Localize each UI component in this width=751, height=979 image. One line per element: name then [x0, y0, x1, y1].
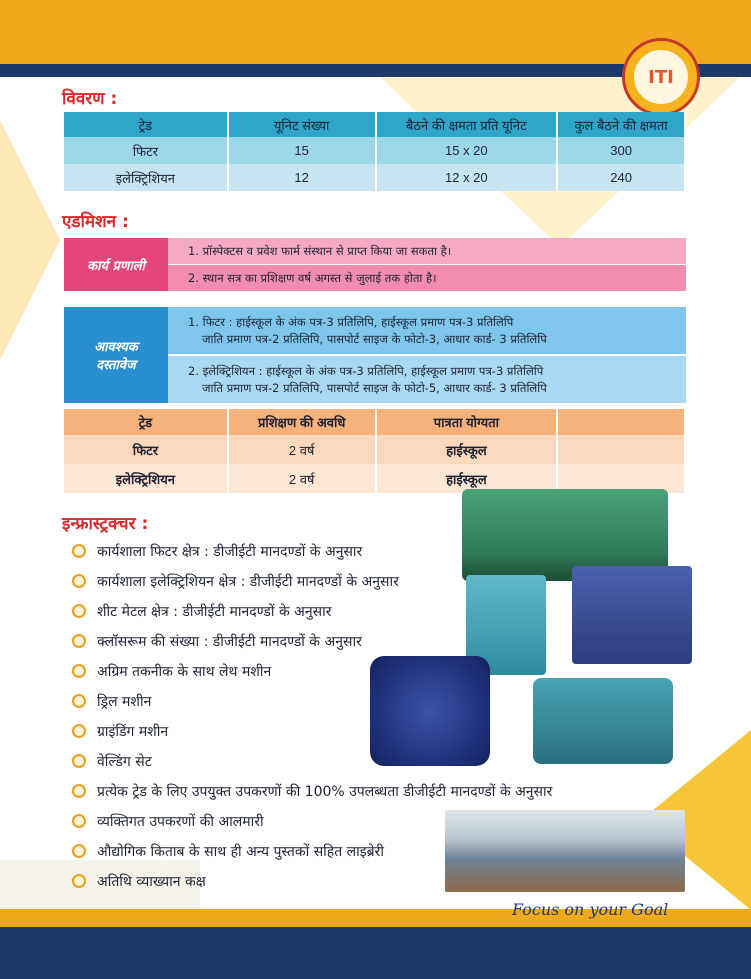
- gear-bullet-icon: [72, 874, 86, 888]
- table-cell: फिटर: [64, 435, 228, 464]
- gear-bullet-icon: [72, 664, 86, 678]
- vivaran-title: विवरण :: [62, 89, 118, 109]
- table-cell: 300: [557, 137, 685, 164]
- procedure-item: [168, 238, 686, 264]
- list-item-text: अग्रिम तकनीक के साथ लेथ मशीन: [97, 663, 272, 680]
- list-item: [72, 716, 552, 746]
- table-cell: हाईस्कूल: [376, 435, 558, 464]
- table-cell: 12 x 20: [376, 164, 558, 191]
- list-item-text: ग्राइंडिंग मशीन: [97, 723, 169, 740]
- gear-bullet-icon: [72, 814, 86, 828]
- table-cell: 12: [228, 164, 376, 191]
- documents-label: [64, 307, 168, 403]
- column-header: यूनिट संख्या: [228, 112, 376, 137]
- documents-item-line1: 1. फिटर : हाईस्कूल के अंक पत्र-3 प्रतिलिपि, हाईस्कूल प्रमाण पत्र-3 प्रतिलिपि: [188, 314, 514, 329]
- gear-bullet-icon: [72, 694, 86, 708]
- list-item-text: वेल्डिंग सेट: [97, 753, 152, 770]
- decorative-triangle-left: [0, 120, 60, 360]
- column-header: बैठने की क्षमता प्रति यूनिट: [376, 112, 558, 137]
- list-item-text: औद्योगिक किताब के साथ ही अन्य पुस्तकों सहित लाइब्रेरी: [97, 843, 384, 860]
- list-item: [72, 596, 552, 626]
- table-cell: 240: [557, 164, 685, 191]
- table-cell: 2 वर्ष: [228, 435, 376, 464]
- gear-bullet-icon: [72, 604, 86, 618]
- gear-bullet-icon: [72, 544, 86, 558]
- list-item-text: अतिथि व्याख्यान कक्ष: [97, 873, 206, 890]
- list-item-text: व्यक्तिगत उपकरणों की आलमारी: [97, 813, 264, 830]
- column-header: ट्रेड: [64, 409, 228, 435]
- table-cell: 15 x 20: [376, 137, 558, 164]
- table-cell: फिटर: [64, 137, 228, 164]
- list-item: [72, 866, 552, 896]
- grinding-machine-image: [533, 678, 673, 764]
- column-header: प्रशिक्षण की अवधि: [228, 409, 376, 435]
- table-header-row: [64, 112, 685, 137]
- list-item-text: कार्यशाला इलेक्ट्रिशियन क्षेत्र : डीजीईटी मानदण्डों के अनुसार: [97, 573, 399, 590]
- gear-bullet-icon: [72, 784, 86, 798]
- list-item: [72, 656, 552, 686]
- table-cell-empty: [557, 435, 685, 464]
- footer-tagline: Focus on your Goal: [512, 900, 669, 919]
- procedure-item-text: 1. प्रॉस्पेक्टस व प्रवेश फार्म संस्थान से प्राप्त किया जा सकता है।: [188, 243, 452, 258]
- table-cell: 2 वर्ष: [228, 464, 376, 493]
- infrastructure-title: इन्फ्रास्ट्रक्चर :: [62, 514, 149, 534]
- documents-item-line1: 2. इलेक्ट्रिशियन : हाईस्कूल के अंक पत्र-3 प्रतिलिपि, हाईस्कूल प्रमाण पत्र-3 प्रतिलिपि: [188, 363, 544, 378]
- procedure-label: कार्य प्रणाली: [64, 238, 168, 291]
- column-header: कुल बैठने की क्षमता: [557, 112, 685, 137]
- procedure-item-text: 2. स्थान सत्र का प्रशिक्षण वर्ष अगस्त से जुलाई तक होता है।: [188, 270, 437, 285]
- table-row: [64, 137, 685, 164]
- list-item: [72, 566, 552, 596]
- list-item-text: ड्रिल मशीन: [97, 693, 152, 710]
- table-header-row: [64, 409, 685, 435]
- gear-bullet-icon: [72, 634, 86, 648]
- lathe-machine-image: [572, 566, 692, 664]
- iti-logo-text: ITI: [634, 50, 688, 104]
- documents-item: [168, 307, 686, 354]
- table-cell: 15: [228, 137, 376, 164]
- list-item: [72, 626, 552, 656]
- footer-navy-band: [0, 927, 751, 979]
- list-item: [72, 836, 552, 866]
- list-item-text: क्लॉसरूम की संख्या : डीजीईटी मानदण्डों के अनुसार: [97, 633, 362, 650]
- eligibility-table: [64, 409, 686, 493]
- gear-bullet-icon: [72, 844, 86, 858]
- list-item: [72, 536, 552, 566]
- table-cell: इलेक्ट्रिशियन: [64, 464, 228, 493]
- column-header: ट्रेड: [64, 112, 228, 137]
- table-cell: हाईस्कूल: [376, 464, 558, 493]
- list-item-text: प्रत्येक ट्रेड के लिए उपयुक्त उपकरणों की 100% उपलब्धता डीजीईटी मानदण्डों के अनुसार: [97, 783, 553, 800]
- documents-label-line1: आवश्यक: [94, 340, 138, 355]
- gear-bullet-icon: [72, 754, 86, 768]
- list-item: [72, 746, 552, 776]
- documents-item-line2: जाति प्रमाण पत्र-2 प्रतिलिपि, पासपोर्ट साइज के फोटो-3, आधार कार्ड- 3 प्रतिलिपि: [202, 331, 547, 346]
- vivaran-table: [64, 112, 686, 191]
- infrastructure-list: [72, 536, 552, 896]
- documents-label-line2: दस्तावेज: [96, 358, 136, 373]
- list-item-text: शीट मेटल क्षेत्र : डीजीईटी मानदण्डों के अनुसार: [97, 603, 332, 620]
- list-item: [72, 806, 552, 836]
- documents-item: [168, 356, 686, 403]
- column-header-empty: [557, 409, 685, 435]
- admission-title: एडमिशन :: [62, 212, 129, 232]
- gear-bullet-icon: [72, 724, 86, 738]
- list-item-text: कार्यशाला फिटर क्षेत्र : डीजीईटी मानदण्डों के अनुसार: [97, 543, 363, 560]
- table-cell: इलेक्ट्रिशियन: [64, 164, 228, 191]
- procedure-item: [168, 265, 686, 291]
- list-item: [72, 776, 552, 806]
- gear-bullet-icon: [72, 574, 86, 588]
- table-row: [64, 164, 685, 191]
- iti-logo: [622, 38, 700, 116]
- table-row: [64, 435, 685, 464]
- documents-item-line2: जाति प्रमाण पत्र-2 प्रतिलिपि, पासपोर्ट साइज के फोटो-5, आधार कार्ड- 3 प्रतिलिपि: [202, 380, 547, 395]
- column-header: पात्रता योग्यता: [376, 409, 558, 435]
- list-item: [72, 686, 552, 716]
